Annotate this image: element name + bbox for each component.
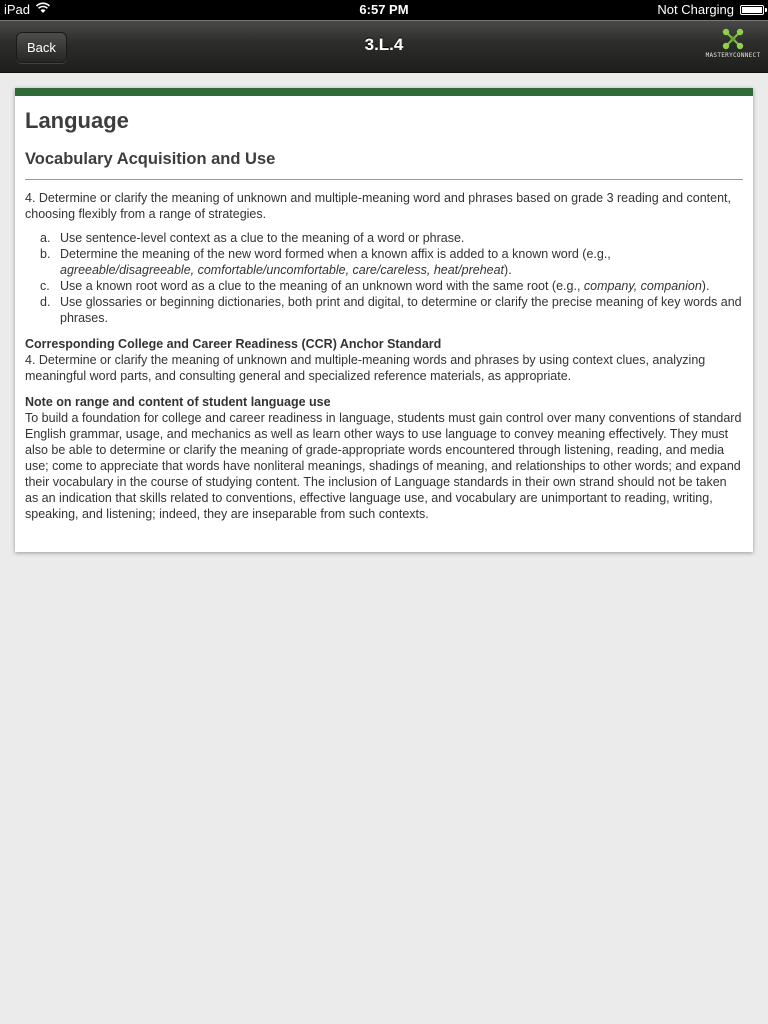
substandard-list <box>25 230 743 326</box>
list-marker: c. <box>40 279 50 293</box>
masteryconnect-logo-icon <box>720 27 746 51</box>
substandard-examples: agreeable/disagreeable, comfortable/uncomfortable, care/careless, heat/preheat <box>60 263 505 277</box>
substandard-text: Use sentence-level context as a clue to the meaning of a word or phrase. <box>60 231 465 245</box>
battery-icon <box>740 5 764 15</box>
logo-text: MASTERYCONNECT <box>705 52 761 59</box>
substandard-text-end: ). <box>504 263 512 277</box>
note-text: To build a foundation for college and career readiness in language, students must gain control over many conventions of standard English grammar, usage, and mechanics as well as learn other ways to use language to convey meaning effectively. They must also be able to determine or clarify the meaning of grade-appropriate words encountered through listening, reading, and media use; come to appreciate that words have nonliteral meanings, shadings of meaning, and relationships to other words; and expand their vocabulary in the course of studying content. The inclusion of Language standards in their own strand should not be taken as an indication that skills related to conventions, effective language use, and vocabulary are unimportant to reading, writing, speaking, and listening; indeed, they are inseparable from such contexts. <box>25 411 742 521</box>
battery-status: Not Charging <box>657 2 734 17</box>
standard-card <box>15 88 753 552</box>
list-marker: b. <box>40 247 51 261</box>
list-item <box>40 294 743 326</box>
substandard-text: Determine the meaning of the new word formed when a known affix is added to a known word (e.g., <box>60 247 611 261</box>
page-title: 3.L.4 <box>364 35 404 54</box>
back-button[interactable]: Back <box>16 32 67 63</box>
list-item <box>40 230 743 246</box>
standard-text: 4. Determine or clarify the meaning of unknown and multiple-meaning word and phrases based on grade 3 reading and content, choosing flexibly from a range of strategies. <box>25 191 731 221</box>
ccr-heading: Corresponding College and Career Readiness (CCR) Anchor Standard <box>25 337 442 351</box>
navigation-bar <box>0 20 768 73</box>
cluster-heading: Vocabulary Acquisition and Use <box>25 150 743 180</box>
note-heading: Note on range and content of student language use <box>25 395 331 409</box>
substandard-examples: company, companion <box>583 279 702 293</box>
masteryconnect-logo[interactable] <box>704 27 762 59</box>
status-right <box>657 2 764 17</box>
substandard-text: Use a known root word as a clue to the meaning of an unknown word with the same root (e.g., <box>60 279 584 293</box>
substandard-text-end: ). <box>701 279 710 293</box>
substandard-text: Use glossaries or beginning dictionaries, both print and digital, to determine or clarify the precise meaning of key words and phrases. <box>60 295 742 325</box>
device-name: iPad <box>4 2 31 17</box>
list-marker: d. <box>40 295 51 309</box>
status-time: 6:57 PM <box>359 2 409 17</box>
list-item <box>40 246 743 278</box>
list-marker: a. <box>40 231 51 245</box>
status-bar <box>0 0 768 20</box>
strand-heading: Language <box>25 108 129 133</box>
ccr-text: 4. Determine or clarify the meaning of unknown and multiple-meaning words and phrases by using context clues, analyzing meaningful word parts, and consulting general and specialized reference materials, as appropriate. <box>25 353 706 383</box>
list-item <box>40 278 743 294</box>
